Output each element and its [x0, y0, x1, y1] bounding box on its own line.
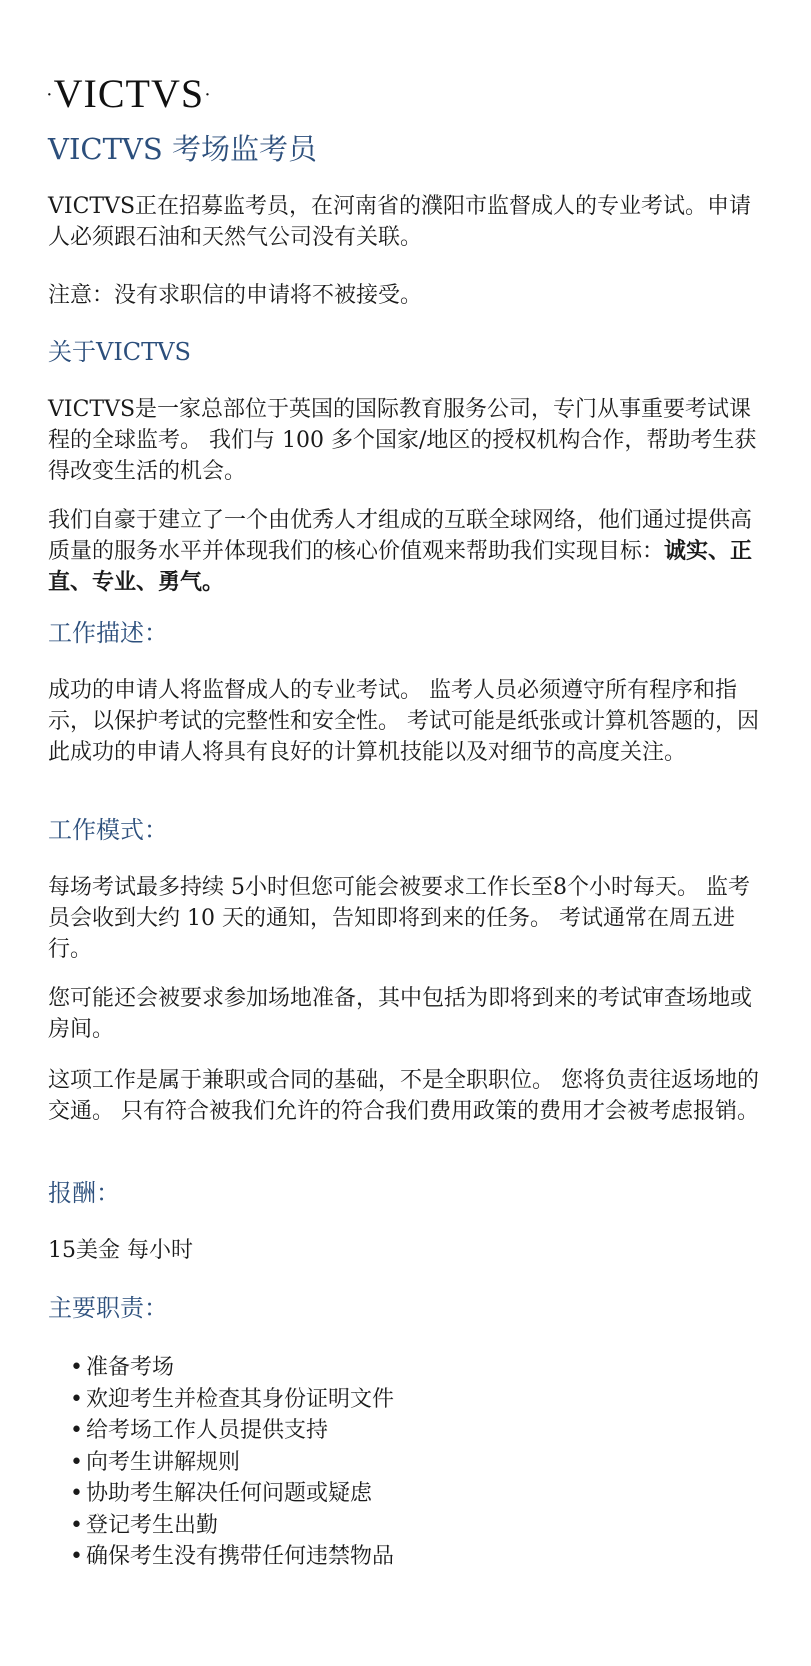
- list-item: [70, 1415, 394, 1447]
- logo-dot-left: ·: [46, 83, 54, 106]
- pay-value: 15美金 每小时: [48, 1238, 193, 1263]
- about-paragraph-2-block: [48, 505, 760, 598]
- list-item-text: 准备考场: [86, 1355, 175, 1380]
- work-mode-paragraph-1: 每场考试最多持续 5小时但您可能会被要求工作长至8个小时每天。 监考员会收到大约 10 天的通知，告知即将到来的任务。 考试通常在周五进行。: [48, 875, 750, 962]
- list-item-text: 给考场工作人员提供支持: [86, 1418, 329, 1443]
- bullet-icon: •: [70, 1481, 83, 1506]
- pay-heading-block: [48, 1178, 760, 1208]
- work-mode-heading-block: [48, 815, 760, 845]
- work-mode-paragraph-3-block: [48, 1065, 760, 1127]
- list-item: [70, 1510, 394, 1542]
- bullet-icon: •: [70, 1512, 83, 1538]
- list-item-text: 登记考生出勤: [86, 1512, 219, 1538]
- intro-note: 注意：没有求职信的申请将不被接受。: [48, 283, 423, 308]
- core-values: 诚实、正直、专业、勇气。: [48, 538, 753, 595]
- list-item: [70, 1352, 394, 1384]
- list-item-text: 欢迎考生并检查其身份证明文件: [86, 1386, 395, 1412]
- list-item-text: 协助考生解决任何问题或疑虑: [86, 1481, 373, 1506]
- logo-text: VICTVS: [53, 71, 205, 116]
- intro-paragraph-1: VICTVS正在招募监考员，在河南省的濮阳市监督成人的专业考试。申请人必须跟石油和天然气公司没有关联。: [48, 194, 752, 250]
- victvs-logo: [46, 71, 212, 116]
- pay-value-block: [48, 1235, 760, 1266]
- bullet-icon: •: [70, 1355, 83, 1380]
- list-item-text: 确保考生没有携带任何违禁物品: [86, 1544, 395, 1569]
- about-paragraph-2-text: 我们自豪于建立了一个由优秀人才组成的互联全球网络，他们通过提供高质量的服务水平并体现我们的核心价值观来帮助我们实现目标：: [48, 508, 753, 564]
- about-paragraph-1: VICTVS是一家总部位于英国的国际教育服务公司，专门从事重要考试课程的全球监考。 我们与 100 多个国家/地区的授权机构合作，帮助考生获得改变生活的机会。: [48, 397, 757, 484]
- list-item-text: 向考生讲解规则: [86, 1449, 241, 1475]
- about-paragraph-1-block: [48, 394, 760, 487]
- duties-list: [70, 1352, 394, 1573]
- job-description-paragraph-block: [48, 675, 760, 768]
- job-description-heading: 工作描述：: [48, 619, 168, 647]
- bullet-icon: •: [70, 1544, 83, 1569]
- job-description-paragraph: 成功的申请人将监督成人的专业考试。 监考人员必须遵守所有程序和指示，以保护考试的完整性和安全性。 考试可能是纸张或计算机答题的，因此成功的申请人将具有良好的计算机技能以及对细节的高度关注。: [48, 678, 759, 765]
- work-mode-paragraph-3: 这项工作是属于兼职或合同的基础，不是全职职位。 您将负责往返场地的交通。 只有符合被我们允许的符合我们费用政策的费用才会被考虑报销。: [48, 1068, 759, 1124]
- list-item: [70, 1447, 394, 1479]
- work-mode-heading: 工作模式：: [48, 816, 168, 844]
- work-mode-paragraph-1-block: [48, 872, 760, 965]
- about-heading-block: [48, 337, 760, 367]
- list-item: [70, 1541, 394, 1573]
- duties-heading: 主要职责：: [48, 1294, 168, 1322]
- work-mode-paragraph-2-block: [48, 983, 760, 1045]
- about-heading: 关于VICTVS: [48, 338, 191, 366]
- logo-dot-right: ·: [204, 83, 212, 106]
- intro-paragraph-1-block: [48, 191, 760, 253]
- page-title: VICTVS 考场监考员: [48, 132, 317, 166]
- intro-note-block: [48, 280, 760, 311]
- job-description-heading-block: [48, 618, 760, 648]
- list-item: [70, 1478, 394, 1510]
- list-item: [70, 1384, 394, 1416]
- pay-heading: 报酬：: [48, 1179, 120, 1207]
- about-paragraph-2: [48, 505, 760, 598]
- work-mode-paragraph-2: 您可能还会被要求参加场地准备，其中包括为即将到来的考试审查场地或房间。: [48, 986, 753, 1042]
- duties-heading-block: [48, 1293, 760, 1323]
- bullet-icon: •: [70, 1386, 83, 1412]
- bullet-icon: •: [70, 1418, 83, 1443]
- bullet-icon: •: [70, 1449, 83, 1475]
